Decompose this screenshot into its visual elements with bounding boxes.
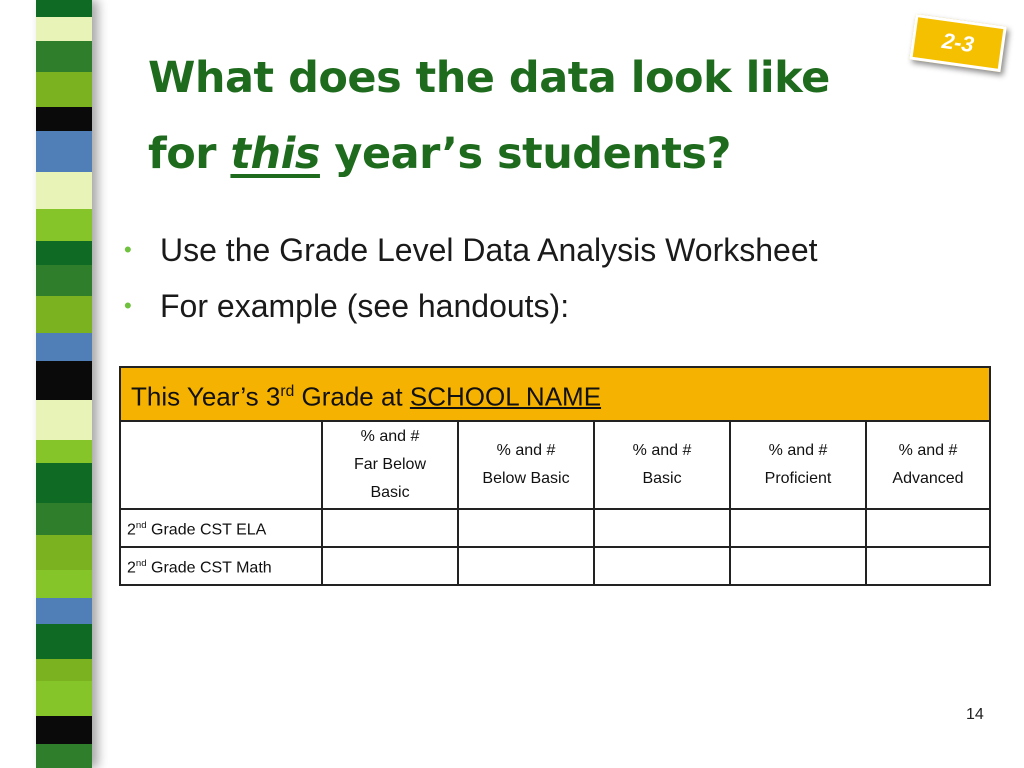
table-cell: [594, 509, 730, 547]
bullet-item: [124, 222, 818, 278]
title-line-1: What does the data look like: [148, 53, 830, 103]
bullet-dot-icon: •: [124, 293, 132, 318]
bullet-text: For example (see handouts):: [160, 288, 570, 324]
header-empty-cell: [120, 421, 322, 509]
school-name: SCHOOL NAME: [409, 381, 602, 412]
column-header-far-below-basic: % and # Far Below Basic: [322, 421, 458, 509]
table-cell: [594, 547, 730, 585]
table-cell: [866, 547, 990, 585]
column-header-advanced: % and # Advanced: [866, 421, 990, 509]
decorative-stripe-column: [36, 0, 92, 768]
table-cell: [322, 509, 458, 547]
title-line-2-post: year’s students?: [319, 129, 731, 179]
table-cell: [458, 509, 594, 547]
title-line-2-pre: for: [148, 129, 231, 179]
table-cell: [322, 547, 458, 585]
grade-data-table: [119, 366, 991, 586]
table-header-row: [120, 421, 990, 509]
column-header-basic: % and # Basic: [594, 421, 730, 509]
table-row: [120, 547, 990, 585]
table-cell: [458, 547, 594, 585]
bullet-item: [124, 278, 818, 334]
title-line-2: [148, 116, 908, 192]
table-banner-row: [120, 367, 990, 421]
column-header-proficient: % and # Proficient: [730, 421, 866, 509]
banner-text-mid: Grade at: [294, 381, 410, 412]
table-cell: [866, 509, 990, 547]
row-label-math: 2nd Grade CST Math: [120, 547, 322, 585]
banner-text-pre: This Year’s 3: [131, 381, 281, 412]
slide-title: [148, 40, 908, 192]
page-number: 14: [966, 706, 984, 723]
bullet-dot-icon: •: [124, 237, 132, 262]
bullet-list: [124, 222, 818, 334]
slide-tag: 2-3: [909, 14, 1007, 72]
column-header-below-basic: % and # Below Basic: [458, 421, 594, 509]
bullet-text: Use the Grade Level Data Analysis Worksheet: [160, 232, 818, 268]
table-cell: [730, 547, 866, 585]
banner-superscript: rd: [280, 382, 295, 400]
table-banner: [120, 367, 990, 421]
title-emphasis: this: [230, 129, 320, 179]
table-cell: [730, 509, 866, 547]
row-label-ela: 2nd Grade CST ELA: [120, 509, 322, 547]
table-row: [120, 509, 990, 547]
